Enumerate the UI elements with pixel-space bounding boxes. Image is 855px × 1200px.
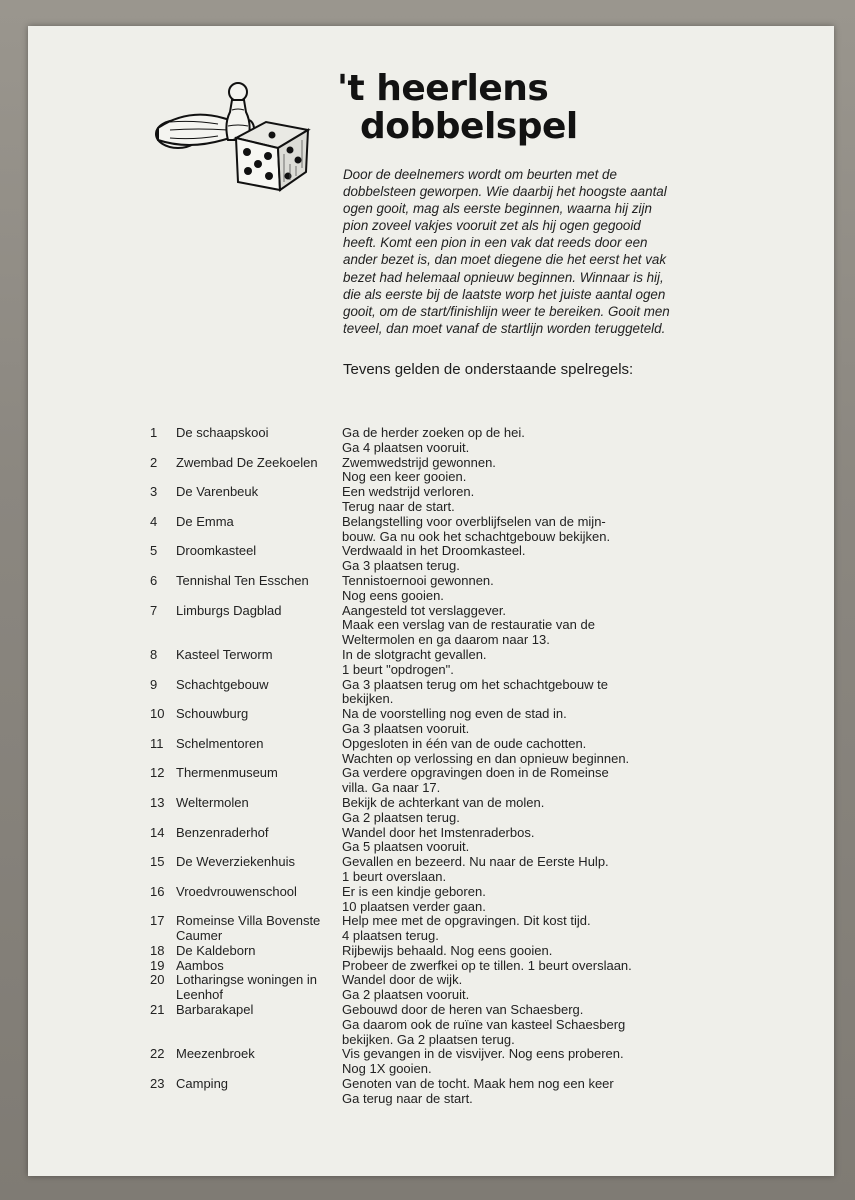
rules-list [150, 426, 680, 1107]
rule-instruction-line: Ga 2 plaatsen terug. [342, 809, 460, 825]
rule-location: Romeinse Villa Bovenste Caumer [176, 913, 321, 944]
rule-instruction [342, 1003, 662, 1047]
rule-instruction-line: Probeer de zwerfkei op te tillen. 1 beurt overslaan. [342, 957, 632, 973]
rule-row [150, 678, 680, 708]
rule-row [150, 1047, 680, 1077]
rule-number: 19 [150, 957, 165, 973]
rule-instruction [342, 944, 662, 959]
rule-location: Aambos [176, 957, 224, 973]
rule-number: 6 [150, 572, 158, 588]
rule-instruction [342, 914, 662, 944]
rule-location: De Emma [176, 513, 234, 529]
rule-location: Weltermolen [176, 794, 249, 810]
rule-instruction-line: Weltermolen en ga daarom naar 13. [342, 632, 550, 648]
rule-number: 21 [150, 1002, 165, 1018]
rule-row [150, 1077, 680, 1107]
rule-instruction-line: Wandel door het Imstenraderbos. [342, 824, 535, 840]
rule-location: Limburgs Dagblad [176, 602, 282, 618]
rule-row [150, 944, 680, 959]
rule-instruction-line: 1 beurt "opdrogen". [342, 661, 454, 677]
rule-number: 9 [150, 676, 158, 692]
rules-heading: Tevens gelden de onderstaande spelregels: [343, 361, 634, 378]
rule-row [150, 456, 680, 486]
rule-row [150, 737, 680, 767]
rule-instruction-line: Maak een verslag van de restauratie van de [342, 617, 595, 633]
rule-instruction-line: villa. Ga naar 17. [342, 780, 441, 796]
rule-number: 2 [150, 454, 158, 470]
rule-location: Meezenbroek [176, 1046, 255, 1062]
rule-row [150, 426, 680, 456]
rule-number: 18 [150, 942, 165, 958]
rule-location: Tennishal Ten Esschen [176, 572, 309, 588]
rule-row [150, 766, 680, 796]
rule-location: Thermenmuseum [176, 765, 278, 781]
rule-instruction-line: Bekijk de achterkant van de molen. [342, 794, 545, 810]
rule-instruction-line: 1 beurt overslaan. [342, 868, 447, 884]
rule-instruction-line: Wachten op verlossing en dan opnieuw beginnen. [342, 750, 630, 766]
rule-instruction-line: 10 plaatsen verder gaan. [342, 898, 486, 914]
rule-number: 22 [150, 1046, 165, 1062]
rule-row [150, 574, 680, 604]
rule-instruction-line: Er is een kindje geboren. [342, 883, 486, 899]
rule-instruction-line: Ga 3 plaatsen terug. [342, 558, 460, 574]
rule-row [150, 885, 680, 915]
rule-row [150, 914, 680, 944]
rule-instruction-line: Vis gevangen in de visvijver. Nog eens proberen. [342, 1046, 624, 1062]
rule-location: Zwembad De Zeekoelen [176, 454, 318, 470]
rule-number: 13 [150, 794, 165, 810]
rule-number: 16 [150, 883, 165, 899]
rule-instruction-line: Gebouwd door de heren van Schaesberg. [342, 1002, 584, 1018]
rule-instruction-line: bekijken. [342, 691, 394, 707]
rule-instruction-line: Nog een keer gooien. [342, 469, 467, 485]
rule-instruction [342, 426, 662, 456]
rule-location: Barbarakapel [176, 1002, 254, 1018]
rule-instruction-line: Gevallen en bezeerd. Nu naar de Eerste Hulp. [342, 854, 609, 870]
rule-instruction-line: Tennistoernooi gewonnen. [342, 572, 494, 588]
rule-instruction-line: Aangesteld tot verslaggever. [342, 602, 507, 618]
rule-location: Benzenraderhof [176, 824, 269, 840]
rule-number: 7 [150, 602, 158, 618]
intro-paragraph: Door de deelnemers wordt om beurten met de dobbelsteen geworpen. Wie daarbij het hoogste aantal ogen gooit, mag als eerste beginnen, waarna hij zijn pion zoveel vakjes vooruit zet als hij ogen gegooid heeft. Komt een pion in een vak dat reeds door een ander bezet is, dan moet diegene die het eerst het vak bezet had helemaal opnieuw beginnen. Winnaar is hij, die als eerste bij de laatste worp het juiste aantal ogen gooit, om de start/finishlijn weer te bereiken. Gooit men teveel, dan moet vanaf de startlijn worden teruggeteld. [343, 167, 670, 336]
dice-icon [236, 122, 308, 190]
rule-instruction-line: Nog eens gooien. [342, 587, 444, 603]
rule-location: De schaapskooi [176, 425, 269, 440]
rule-instruction [342, 544, 662, 574]
rule-number: 3 [150, 484, 158, 500]
rule-location: Camping [176, 1076, 229, 1092]
rule-instruction-line: Nog 1X gooien. [342, 1061, 432, 1077]
rule-instruction-line: Na de voorstelling nog even de stad in. [342, 706, 567, 722]
rule-location: De Varenbeuk [176, 484, 259, 500]
rule-instruction-line: Belangstelling voor overblijfselen van de mijn- [342, 513, 606, 529]
rule-instruction [342, 766, 662, 796]
rule-location: Droomkasteel [176, 543, 257, 559]
rule-number: 11 [150, 735, 164, 751]
rule-location: Schachtgebouw [176, 676, 269, 692]
page-title [337, 70, 578, 146]
rule-instruction-line: Rijbewijs behaald. Nog eens gooien. [342, 942, 553, 958]
rule-instruction-line: Ga 5 plaatsen vooruit. [342, 839, 470, 855]
rule-instruction [342, 1077, 662, 1107]
rule-number: 4 [150, 513, 158, 529]
rule-row [150, 855, 680, 885]
rule-row [150, 485, 680, 515]
rule-instruction-line: Help mee met de opgravingen. Dit kost tijd. [342, 913, 591, 929]
rule-instruction-line: Een wedstrijd verloren. [342, 484, 475, 500]
rule-instruction [342, 707, 662, 737]
rule-location: Schelmentoren [176, 735, 264, 751]
rule-instruction-line: Ga 2 plaatsen vooruit. [342, 987, 470, 1003]
rule-instruction-line: Ga verdere opgravingen doen in de Romeinse [342, 765, 609, 781]
rule-number: 12 [150, 765, 165, 781]
rule-number: 10 [150, 706, 165, 722]
rule-instruction [342, 826, 662, 856]
rule-instruction-line: Ga 3 plaatsen vooruit. [342, 720, 470, 736]
rule-number: 8 [150, 646, 158, 662]
rule-location: De Kaldeborn [176, 942, 256, 958]
rule-instruction-line: Ga de herder zoeken op de hei. [342, 425, 525, 440]
rule-number: 1 [150, 425, 158, 440]
rule-number: 17 [150, 913, 165, 929]
rule-instruction [342, 1047, 662, 1077]
rule-instruction [342, 973, 662, 1003]
title-line-2: dobbelspel [360, 106, 578, 147]
rule-instruction-line: 4 plaatsen terug. [342, 928, 439, 944]
rule-row [150, 973, 680, 1003]
rule-instruction [342, 678, 662, 708]
rule-row [150, 826, 680, 856]
rule-row [150, 796, 680, 826]
rule-instruction [342, 885, 662, 915]
rule-instruction [342, 515, 662, 545]
rule-row [150, 1003, 680, 1047]
rule-row [150, 515, 680, 545]
rule-instruction-line: Ga 4 plaatsen vooruit. [342, 439, 470, 455]
rule-instruction-line: Zwemwedstrijd gewonnen. [342, 454, 496, 470]
rule-instruction [342, 855, 662, 885]
rule-location: Vroedvrouwenschool [176, 883, 297, 899]
rule-instruction-line: Ga daarom ook de ruïne van kasteel Schaesberg [342, 1016, 626, 1032]
rule-location: De Weverziekenhuis [176, 854, 295, 870]
rule-instruction-line: bouw. Ga nu ook het schachtgebouw bekijken. [342, 528, 611, 544]
rule-number: 15 [150, 854, 165, 870]
rule-row [150, 604, 680, 648]
rule-instruction [342, 737, 662, 767]
rule-instruction-line: In de slotgracht gevallen. [342, 646, 487, 662]
rule-instruction [342, 456, 662, 486]
rule-row [150, 544, 680, 574]
rule-instruction [342, 604, 662, 648]
rule-instruction-line: Genoten van de tocht. Maak hem nog een keer [342, 1076, 614, 1092]
rule-instruction-line: Ga terug naar de start. [342, 1090, 473, 1106]
rule-instruction-line: Wandel door de wijk. [342, 972, 463, 988]
rule-instruction-line: bekijken. Ga 2 plaatsen terug. [342, 1031, 515, 1047]
rule-location: Schouwburg [176, 706, 249, 722]
rule-location: Kasteel Terworm [176, 646, 273, 662]
rule-instruction [342, 959, 662, 974]
rule-number: 23 [150, 1076, 165, 1092]
rule-number: 5 [150, 543, 158, 559]
rule-instruction-line: Verdwaald in het Droomkasteel. [342, 543, 526, 559]
rule-instruction-line: Terug naar de start. [342, 498, 455, 514]
rule-instruction-line: Opgesloten in één van de oude cachotten. [342, 735, 587, 751]
title-line-1: 't heerlens [337, 68, 549, 109]
rule-instruction [342, 574, 662, 604]
rule-row [150, 648, 680, 678]
rule-instruction-line: Ga 3 plaatsen terug om het schachtgebouw te [342, 676, 608, 692]
rule-instruction [342, 648, 662, 678]
rule-number: 20 [150, 972, 165, 988]
rule-location: Lotharingse woningen in Leenhof [176, 972, 317, 1003]
rule-row [150, 707, 680, 737]
rule-instruction [342, 796, 662, 826]
rule-instruction [342, 485, 662, 515]
rule-row [150, 959, 680, 974]
game-illustration [148, 78, 328, 196]
rule-number: 14 [150, 824, 165, 840]
